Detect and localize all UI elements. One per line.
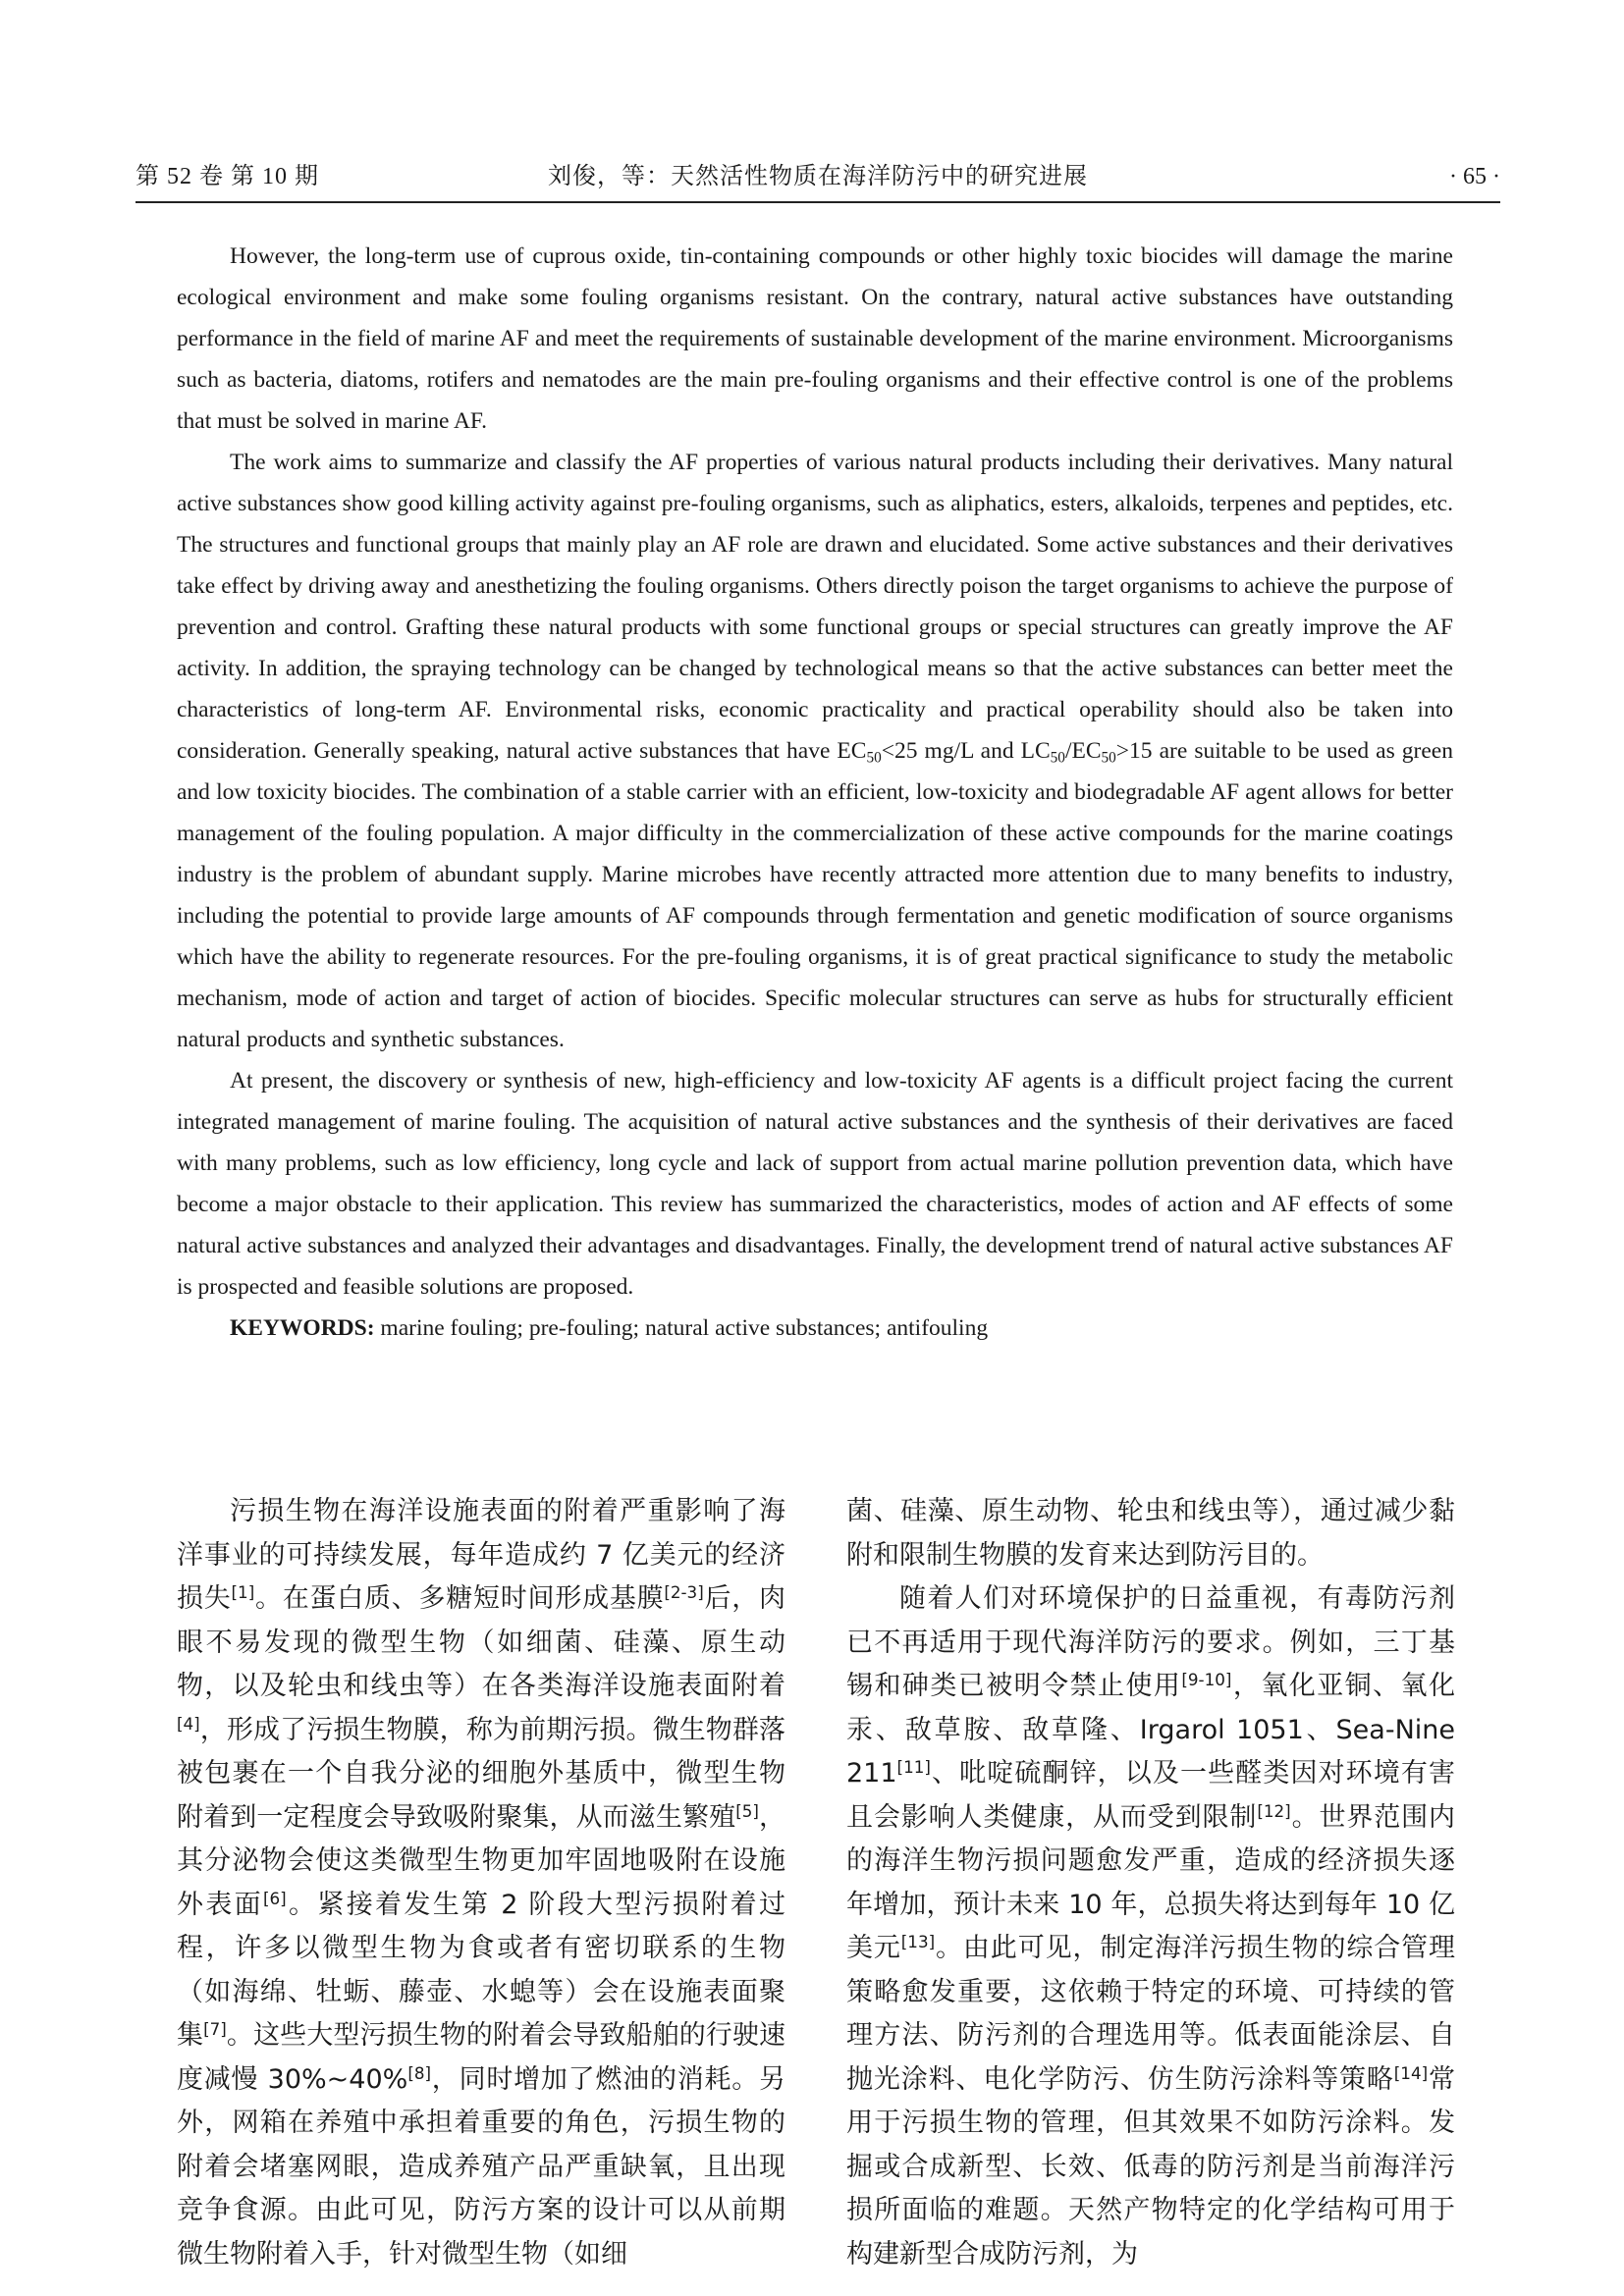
body-paragraph-continued: 菌、硅藻、原生动物、轮虫和线虫等），通过减少黏附和限制生物膜的发育来达到防污目的。 [846, 1496, 1455, 1571]
abstract-text: >15 are suitable to be used as green and low toxicity biocides. The combination of a stable carrier with an efficient, low-toxicity and biodegradable AF agent allows for better management of the fouling population. A major difficulty in the commercialization of these active compounds for the marine coatings industry is the problem of abundant supply. Marine microbes have recently attracted more attention due to many benefits to industry, including the potential to provide large amounts of AF compounds through fermentation and genetic modification of source organisms which have the ability to regenerate resources. For the pre-fouling organisms, it is of great practical significance to study the metabolic mechanism, mode of action and target of action of biocides. Specific molecular structures can serve as hubs for structurally efficient natural products and synthetic substances. [177, 738, 1453, 1052]
abstract-paragraph-2 [177, 442, 1453, 1060]
citation: [11] [896, 1756, 931, 1777]
volume-issue: 第 52 卷 第 10 期 [135, 164, 319, 189]
body-text: 。在蛋白质、多糖短时间形成基膜 [254, 1583, 665, 1614]
body-text: ，其分泌物会使这类微型生物更加牢固地吸附在设施外表面 [177, 1801, 786, 1920]
subscript: 50 [1050, 749, 1065, 767]
abstract-text: The work aims to summarize and classify the AF properties of various natural products including their derivatives. Many natural active substances show good killing activity against pre-fouling organisms, such as aliphatics, esters, alkaloids, terpenes and peptides, etc. The structures and functional groups that mainly play an AF role are drawn and elucidated. Some active substances and their derivatives take effect by driving away and anesthetizing the fouling organisms. Others directly poison the target organisms to achieve the purpose of prevention and control. Grafting these natural products with some functional groups or special structures can greatly improve the AF activity. In addition, the spraying technology can be changed by technological means so that the active substances can better meet the characteristics of long-term AF. Environmental risks, economic practicality and practical operability should also be taken into consideration. Generally speaking, natural active substances that have EC [177, 450, 1453, 764]
header-rule [135, 201, 1500, 203]
citation: [5] [735, 1800, 759, 1821]
abstract-text: <25 mg/L and LC [881, 738, 1051, 764]
running-title: 刘俊，等：天然活性物质在海洋防污中的研究进展 [548, 164, 1088, 189]
body-text: 。世界范围内的海洋生物污损问题愈发严重，造成的经济损失逐年增加，预计未来 10 年，总损失将达到每年 10 亿美元 [846, 1801, 1456, 1963]
body-text: 常用于污损生物的管理，但其效果不如防污涂料。发掘或合成新型、长效、低毒的防污剂是当前海洋污损所面临的难题。天然产物特定的化学结构可用于构建新型合成防污剂，为 [846, 2063, 1456, 2269]
page-number: · 65 · [1449, 164, 1500, 189]
citation: [8] [407, 2062, 432, 2083]
body-text: 。紧接着发生第 2 阶段大型污损附着过程，许多以微型生物为食或者有密切联系的生物（如海绵、牡蛎、藤壶、水螅等）会在设施表面聚集 [177, 1889, 786, 2051]
body-paragraph [177, 1490, 785, 2276]
body-text: 污损生物在海洋设施表面的附着严重影响了海洋事业的可持续发展，每年造成约 7 亿美元的经济损失 [177, 1496, 785, 1614]
body-column-left [177, 1490, 785, 2276]
subscript: 50 [1101, 749, 1116, 767]
citation: [7] [203, 2018, 227, 2039]
citation: [14] [1393, 2062, 1429, 2083]
body-text: ，氧化亚铜、氧化汞、敌草胺、敌草隆、Irgarol 1051、Sea-Nine 211 [846, 1671, 1456, 1789]
body-text: 。由此可见，制定海洋污损生物的综合管理策略愈发重要，这依赖于特定的环境、可持续的管理方法、防污剂的合理选用等。低表面能涂层、自抛光涂料、电化学防污、仿生防污涂料等策略 [846, 1933, 1456, 2095]
keywords-list: marine fouling; pre-fouling; natural active substances; antifouling [374, 1315, 989, 1341]
running-header [135, 157, 1500, 196]
abstract-paragraph-1: However, the long-term use of cuprous oxide, tin-containing compounds or other highly toxic biocides will damage the marine ecological environment and make some fouling organisms resistant. On the contrary, natural active substances have outstanding performance in the field of marine AF and meet the requirements of sustainable development of the marine environment. Microorganisms such as bacteria, diatoms, rotifers and nematodes are the main pre-fouling organisms and their effective control is one of the problems that must be solved in marine AF. [177, 243, 1453, 434]
citation: [9-10] [1181, 1669, 1232, 1689]
abstract-text: /EC [1064, 738, 1102, 764]
body-text: ，形成了污损生物膜，称为前期污损。微生物群落被包裹在一个自我分泌的细胞外基质中，微型生物附着到一定程度会导致吸附聚集，从而滋生繁殖 [177, 1714, 785, 1833]
body-text: 后，肉眼不易发现的微型生物（如细菌、硅藻、原生动物，以及轮虫和线虫等）在各类海洋设施表面附着 [177, 1583, 786, 1701]
citation: [12] [1257, 1800, 1291, 1821]
body-text: 随着人们对环境保护的日益重视，有毒防污剂已不再适用于现代海洋防污的要求。例如，三丁基锡和砷类已被明令禁止使用 [846, 1583, 1455, 1701]
body-text: 、吡啶硫酮锌，以及一些醛类因对环境有害且会影响人类健康，从而受到限制 [846, 1758, 1455, 1833]
citation: [6] [263, 1888, 287, 1908]
citation: [2-3] [664, 1581, 704, 1602]
abstract-paragraph-3: At present, the discovery or synthesis of new, high-efficiency and low-toxicity AF agents is a difficult project facing the current integrated management of marine fouling. The acquisition of natural active substances and the synthesis of their derivatives are faced with many problems, such as low efficiency, long cycle and lack of support from actual marine pollution prevention data, which have become a major obstacle to their application. This review has summarized the characteristics, modes of action and AF effects of some natural active substances and analyzed their advantages and disadvantages. Finally, the development trend of natural active substances AF is prospected and feasible solutions are proposed. [177, 1068, 1453, 1300]
subscript: 50 [866, 749, 882, 767]
english-abstract [177, 236, 1453, 1349]
keywords [177, 1308, 1453, 1349]
body-column-right [846, 1490, 1455, 2276]
body-paragraph [846, 1577, 1455, 2276]
citation: [4] [177, 1713, 200, 1734]
body-text: ，同时增加了燃油的消耗。另外，网箱在养殖中承担着重要的角色，污损生物的附着会堵塞网眼，造成养殖产品严重缺氧，且出现竞争食源。由此可见，防污方案的设计可以从前期微生物附着入手，针对微型生物（如细 [177, 2063, 786, 2269]
citation: [1] [231, 1581, 255, 1602]
keywords-label: KEYWORDS: [230, 1315, 375, 1341]
citation: [13] [900, 1931, 936, 1951]
body-text: 。这些大型污损生物的附着会导致船舶的行驶速度减慢 30%~40% [177, 2020, 786, 2095]
